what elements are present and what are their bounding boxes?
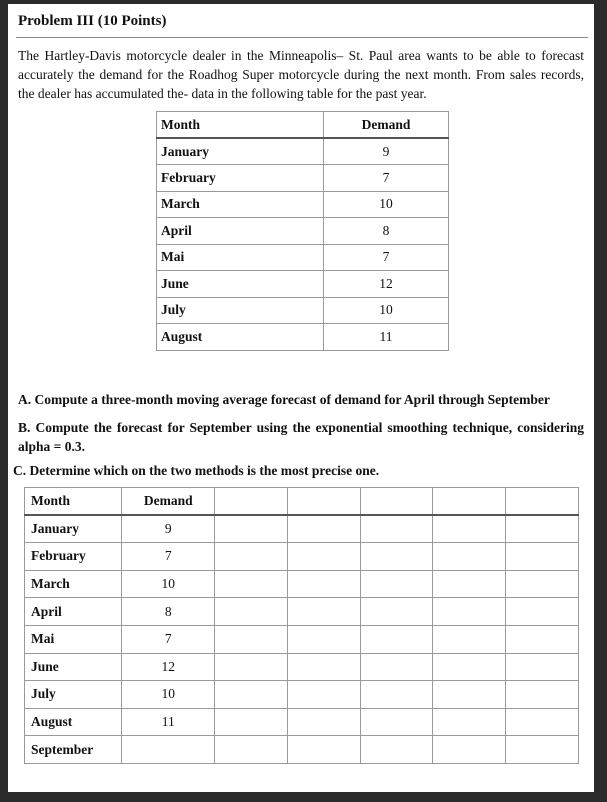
month-cell: February xyxy=(25,543,122,571)
answer-cell[interactable] xyxy=(215,681,288,709)
answer-cell[interactable] xyxy=(215,625,288,653)
answer-cell[interactable] xyxy=(360,681,433,709)
table-row xyxy=(25,598,579,626)
answer-cell[interactable] xyxy=(215,543,288,571)
answer-cell[interactable] xyxy=(433,653,506,681)
table-row xyxy=(157,218,449,245)
demand-cell: 8 xyxy=(122,598,215,626)
table-row xyxy=(157,271,449,298)
table-row xyxy=(157,138,449,165)
answer-cell[interactable] xyxy=(287,625,360,653)
answer-cell[interactable] xyxy=(506,653,579,681)
table-row xyxy=(157,324,449,351)
answer-cell[interactable] xyxy=(360,543,433,571)
month-cell: January xyxy=(157,138,324,165)
header-blank xyxy=(287,488,360,516)
month-cell: January xyxy=(25,515,122,543)
answer-cell[interactable] xyxy=(506,625,579,653)
table-row xyxy=(157,244,449,271)
header-month: Month xyxy=(157,112,324,139)
answer-cell[interactable] xyxy=(506,598,579,626)
month-cell: June xyxy=(157,271,324,298)
month-cell: April xyxy=(25,598,122,626)
table-header-row xyxy=(157,112,449,139)
demand-cell: 7 xyxy=(324,244,449,271)
month-cell: September xyxy=(25,736,122,764)
question-c: C. Determine which on the two methods is the most precise one. xyxy=(13,463,380,478)
answer-cell[interactable] xyxy=(506,708,579,736)
month-cell: Mai xyxy=(25,625,122,653)
month-cell: February xyxy=(157,165,324,192)
header-demand: Demand xyxy=(122,488,215,516)
demand-cell: 11 xyxy=(122,708,215,736)
answer-cell[interactable] xyxy=(215,708,288,736)
month-cell: July xyxy=(157,297,324,324)
answer-cell[interactable] xyxy=(433,681,506,709)
header-month: Month xyxy=(25,488,122,516)
demand-cell: 7 xyxy=(122,543,215,571)
demand-cell: 9 xyxy=(122,515,215,543)
problem-intro: The Hartley-Davis motorcycle dealer in the Minneapolis– St. Paul area wants to be able to forecast accurately the demand for the Roadhog Super motorcycle during the next month. From sales records, the dealer has accumulated the- data in the following table for the past year. xyxy=(18,48,584,101)
answer-cell[interactable] xyxy=(360,736,433,764)
header-demand: Demand xyxy=(324,112,449,139)
answer-cell[interactable] xyxy=(506,515,579,543)
answer-cell[interactable] xyxy=(506,681,579,709)
demand-cell: 10 xyxy=(324,297,449,324)
answer-cell[interactable] xyxy=(360,570,433,598)
demand-cell: 12 xyxy=(324,271,449,298)
answer-cell[interactable] xyxy=(506,570,579,598)
demand-cell: 11 xyxy=(324,324,449,351)
answer-cell[interactable] xyxy=(433,625,506,653)
answer-cell[interactable] xyxy=(287,653,360,681)
header-blank xyxy=(215,488,288,516)
answer-cell[interactable] xyxy=(215,653,288,681)
answer-cell[interactable] xyxy=(287,515,360,543)
demand-cell: 7 xyxy=(324,165,449,192)
answer-cell[interactable] xyxy=(433,570,506,598)
table-row xyxy=(25,653,579,681)
answer-cell[interactable] xyxy=(287,736,360,764)
demand-cell: 8 xyxy=(324,218,449,245)
demand-cell xyxy=(122,736,215,764)
demand-cell: 9 xyxy=(324,138,449,165)
title-divider xyxy=(16,37,588,38)
answer-cell[interactable] xyxy=(360,598,433,626)
month-cell: July xyxy=(25,681,122,709)
answer-cell[interactable] xyxy=(433,598,506,626)
answer-cell[interactable] xyxy=(433,708,506,736)
table-row xyxy=(25,515,579,543)
answer-cell[interactable] xyxy=(433,515,506,543)
table-row xyxy=(25,736,579,764)
answer-cell[interactable] xyxy=(287,681,360,709)
month-cell: March xyxy=(25,570,122,598)
table-row xyxy=(25,543,579,571)
answer-cell[interactable] xyxy=(360,653,433,681)
answer-cell[interactable] xyxy=(287,708,360,736)
question-b: B. Compute the forecast for September using the exponential smoothing technique, considering alpha = 0.3. xyxy=(18,420,584,454)
month-cell: April xyxy=(157,218,324,245)
problem-title: Problem III (10 Points) xyxy=(18,13,167,29)
answer-cell[interactable] xyxy=(287,598,360,626)
answer-cell[interactable] xyxy=(360,625,433,653)
header-blank xyxy=(360,488,433,516)
demand-table xyxy=(156,111,449,351)
answer-cell[interactable] xyxy=(287,543,360,571)
answer-cell[interactable] xyxy=(506,543,579,571)
header-blank xyxy=(506,488,579,516)
answer-cell[interactable] xyxy=(215,736,288,764)
answer-cell[interactable] xyxy=(360,708,433,736)
document-page xyxy=(8,4,594,792)
demand-cell: 10 xyxy=(122,681,215,709)
answer-table xyxy=(24,487,579,764)
month-cell: June xyxy=(25,653,122,681)
table-row xyxy=(25,570,579,598)
header-blank xyxy=(433,488,506,516)
table-row xyxy=(25,681,579,709)
demand-cell: 12 xyxy=(122,653,215,681)
month-cell: August xyxy=(25,708,122,736)
table-row xyxy=(157,297,449,324)
month-cell: Mai xyxy=(157,244,324,271)
question-a: A. Compute a three-month moving average forecast of demand for April through September xyxy=(18,392,550,407)
table-row xyxy=(157,165,449,192)
table-row xyxy=(157,191,449,218)
table-row xyxy=(25,708,579,736)
answer-cell[interactable] xyxy=(360,515,433,543)
answer-cell[interactable] xyxy=(215,598,288,626)
answer-cell[interactable] xyxy=(215,515,288,543)
demand-cell: 10 xyxy=(324,191,449,218)
table-row xyxy=(25,625,579,653)
answer-cell[interactable] xyxy=(287,570,360,598)
demand-cell: 7 xyxy=(122,625,215,653)
table-header-row xyxy=(25,488,579,516)
month-cell: March xyxy=(157,191,324,218)
answer-table-body xyxy=(25,515,579,763)
demand-cell: 10 xyxy=(122,570,215,598)
answer-cell[interactable] xyxy=(433,543,506,571)
month-cell: August xyxy=(157,324,324,351)
answer-cell[interactable] xyxy=(433,736,506,764)
answer-cell[interactable] xyxy=(506,736,579,764)
answer-cell[interactable] xyxy=(215,570,288,598)
